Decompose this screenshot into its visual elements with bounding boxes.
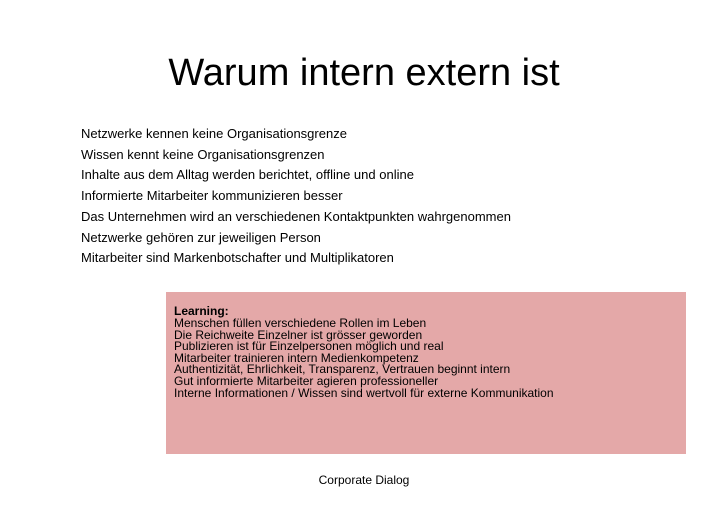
learning-item: Mitarbeiter trainieren intern Medienkompetenz [174,350,419,365]
bullet-item: Netzwerke kennen keine Organisationsgrenze [81,126,347,141]
learning-item: Publizieren ist für Einzelpersonen möglich und real [174,339,444,354]
bullet-item: Das Unternehmen wird an verschiedenen Kontaktpunkten wahrgenommen [81,208,511,224]
learning-heading: Learning: [174,304,229,318]
learning-box [166,292,686,454]
slide-title: Warum intern extern ist [168,52,560,94]
bullet-item: Informierte Mitarbeiter kommunizieren besser [81,188,343,204]
bullet-list [81,124,701,269]
learning-item: Authentizität, Ehrlichkeit, Transparenz, Vertrauen beginnt intern [174,362,511,377]
learning-item: Gut informierte Mitarbeiter agieren professioneller [174,373,439,388]
slide-footer: Corporate Dialog [318,473,410,487]
learning-list [174,318,680,399]
bullet-item: Mitarbeiter sind Markenbotschafter und Multiplikatoren [81,250,394,266]
learning-content [174,305,680,399]
learning-item: Menschen füllen verschiedene Rollen im Leben [174,316,427,330]
bullet-item: Netzwerke gehören zur jeweiligen Person [81,229,321,245]
learning-item: Interne Informationen / Wissen sind wertvoll für externe Kommunikation [174,385,554,400]
bullet-item: Wissen kennt keine Organisationsgrenzen [81,146,325,162]
learning-item: Die Reichweite Einzelner ist grösser geworden [174,327,423,342]
bullet-item: Inhalte aus dem Alltag werden berichtet, offline und online [81,167,414,183]
